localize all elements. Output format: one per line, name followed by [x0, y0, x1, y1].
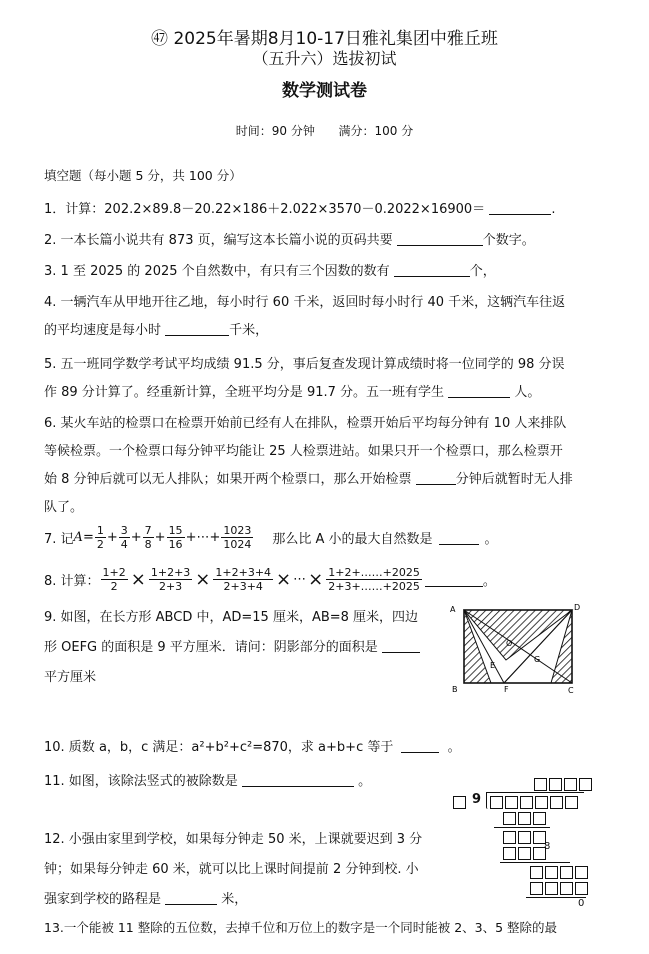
step2-boxes: [503, 831, 546, 844]
divisor-digit: 9: [472, 792, 482, 807]
answer-blank-11[interactable]: [242, 772, 354, 787]
question-9-line3: 平方厘米: [44, 670, 97, 685]
question-10-tail: 。: [447, 740, 461, 755]
label-g: G: [534, 655, 541, 664]
step1-boxes: [503, 812, 546, 825]
question-5-line1: 5. 五一班同学数学考试平均成绩 91.5 分，事后复查发现计算成绩时将一位同学的 98 分误: [44, 357, 565, 372]
answer-blank-9[interactable]: [382, 638, 420, 653]
section-heading: 填空题（每小题 5 分，共 100 分）: [44, 168, 242, 183]
question-9-line1: 9. 如图，在长方形 ABCD 中，AD=15 厘米，AB=8 厘米，四边: [44, 610, 419, 625]
rectangle-figure: [446, 600, 586, 696]
question-7-tail: 。: [484, 532, 498, 547]
question-12-line2: 钟；如果每分钟走 60 米，就可以比上课时间提前 2 分钟到校. 小: [44, 862, 419, 877]
label-d: D: [574, 603, 581, 612]
label-f: F: [504, 685, 509, 694]
rule: [526, 897, 586, 898]
fraction: $\frac{15}{16}$: [168, 524, 183, 551]
label-c: C: [568, 686, 574, 695]
ellipsis: ⋯: [293, 572, 307, 587]
question-2: [44, 229, 535, 248]
question-3: [44, 260, 496, 279]
step3-boxes: [503, 847, 546, 860]
exam-title-line1: ㊼ 2025年暑期8月10-17日雅礼集团中雅丘班: [151, 29, 498, 49]
answer-blank-1[interactable]: [489, 200, 551, 215]
question-12-text: 强家到学校的路程是: [44, 892, 162, 907]
step4-boxes: [530, 866, 588, 879]
rule: [500, 862, 570, 863]
answer-blank-4[interactable]: [165, 321, 229, 336]
answer-blank-5[interactable]: [448, 383, 510, 398]
question-12-line3: [44, 888, 247, 907]
remainder-zero: 0: [578, 898, 585, 909]
question-7-text: 那么比 A 小的最大自然数是: [272, 532, 433, 547]
fraction: $\frac{1+2}{2}$: [102, 566, 126, 593]
fraction: $\frac{7}{8}$: [144, 524, 152, 551]
question-7: 7. 记 A = $\frac{1}{2}$ + $\frac{3}{4}$ + $\frac{7}{8}$ + $\frac{15}{16}$ +⋯+ $\frac{1023}{1024}$ 那么比 A 小的最大自然数是 。: [44, 524, 498, 551]
question-6-line2: 等候检票。一个检票口每分钟平均能让 25 人检票进站。如果只开一个检票口，那么检票开: [44, 444, 563, 459]
question-12-line1: 12. 小强由家里到学校，如果每分钟走 50 米，上课就要迟到 3 分: [44, 832, 423, 847]
dividend-boxes: [490, 796, 578, 809]
question-2-tail: 个数字。: [482, 233, 535, 248]
divisor-box: [453, 796, 466, 809]
answer-blank-2[interactable]: [397, 231, 483, 246]
remainder-digit-8: 8: [544, 841, 551, 852]
question-11-text: 11. 如图，该除法竖式的被除数是: [44, 774, 238, 789]
exam-title: 数学测试卷: [282, 81, 367, 101]
exam-title-line2: （五升六）选拔初试: [252, 49, 397, 68]
question-2-text: 2. 一本长篇小说共有 873 页，编写这本长篇小说的页码共要: [44, 233, 393, 248]
question-5-text: 作 89 分计算了。经重新计算，全班平均分是 91.7 分。五一班有学生: [44, 385, 445, 400]
question-1: 1．计算：202.2×89.8－20.22×186＋2.022×3570－0.2022×16900＝ .: [44, 202, 556, 217]
full-score: 满分：100 分: [338, 124, 414, 138]
label-o: O: [506, 639, 513, 648]
question-4-line1: 4. 一辆汽车从甲地开往乙地，每小时行 60 千米，返回时每小时行 40 千米，这辆汽车往返: [44, 295, 566, 310]
exam-meta: [0, 122, 649, 139]
time-limit: 时间：90 分钟: [235, 124, 315, 138]
ellipsis: +⋯+: [185, 530, 221, 545]
question-6-line3: [44, 468, 573, 487]
fraction: $\frac{1+2+\dots\dots+2025}{2+3+\dots\dots+2025}$: [328, 566, 420, 593]
question-12-tail: 米，: [221, 892, 248, 907]
question-5: [44, 381, 540, 400]
question-7-prefix: 7. 记: [44, 532, 74, 547]
question-13: 13.一个能被 11 整除的五位数，去掉千位和万位上的数字是一个同时能被 2、3、5 整除的最: [44, 920, 558, 935]
fraction: $\frac{1023}{1024}$: [223, 524, 252, 551]
label-a: A: [450, 605, 456, 614]
question-4-text: 的平均速度是每小时: [44, 323, 162, 338]
question-8-tail: 。: [482, 574, 496, 589]
label-e: E: [490, 661, 496, 670]
question-3-tail: 个，: [469, 264, 496, 279]
question-11-tail: 。: [358, 774, 372, 789]
fraction: $\frac{1+2+3+4}{2+3+4}$: [215, 566, 272, 593]
quotient-boxes: [534, 778, 592, 791]
answer-blank-3[interactable]: [394, 262, 470, 277]
question-6-line1: 6. 某火车站的检票口在检票开始前已经有人在排队，检票开始后平均每分钟有 10 人来排队: [44, 416, 567, 431]
question-1-text: 1．计算：202.2×89.8－20.22×186＋2.022×3570－0.2022×16900＝: [44, 202, 486, 217]
question-9-text: 形 OEFG 的面积是 9 平方厘米．请问：阴影部分的面积是: [44, 640, 378, 655]
answer-blank-6[interactable]: [416, 470, 456, 485]
question-6-line4: 队了。: [44, 500, 84, 515]
fraction: $\frac{1}{2}$: [96, 524, 104, 551]
question-4-tail: 千米，: [229, 323, 269, 338]
answer-blank-8[interactable]: [425, 572, 483, 587]
question-8-prefix: 8. 计算：: [44, 574, 100, 589]
question-8: 8. 计算： $\frac{1+2}{2}$ × $\frac{1+2+3}{2+3}$ × $\frac{1+2+3+4}{2+3+4}$ × ⋯ × $\frac{1+2+\dots\dots+2025}{2+3+\dots\dots+2025}$ 。: [44, 566, 496, 593]
question-6-text: 始 8 分钟后就可以无人排队；如果开两个检票口，那么开始检票: [44, 472, 412, 487]
question-3-text: 3. 1 至 2025 的 2025 个自然数中，有只有三个因数的数有: [44, 264, 390, 279]
answer-blank-12[interactable]: [165, 890, 217, 905]
fraction: $\frac{3}{4}$: [120, 524, 128, 551]
fraction: $\frac{1+2+3}{2+3}$: [150, 566, 191, 593]
answer-blank-10[interactable]: [401, 738, 439, 753]
rule: [494, 827, 550, 828]
division-bar: [486, 792, 584, 793]
answer-blank-7[interactable]: [439, 530, 479, 545]
question-6-tail: 分钟后就暂时无人排: [455, 472, 573, 487]
question-9-line2: [44, 636, 420, 655]
division-bracket: [486, 793, 488, 809]
step5-boxes: [530, 882, 588, 895]
question-11: [44, 770, 371, 789]
question-4: [44, 319, 268, 338]
question-10-text: 10. 质数 a，b，c 满足：a²+b²+c²=870，求 a+b+c 等于: [44, 740, 394, 755]
label-b: B: [452, 685, 458, 694]
question-5-tail: 人。: [514, 385, 541, 400]
question-10: [44, 736, 461, 755]
variable-a: A: [73, 530, 83, 545]
